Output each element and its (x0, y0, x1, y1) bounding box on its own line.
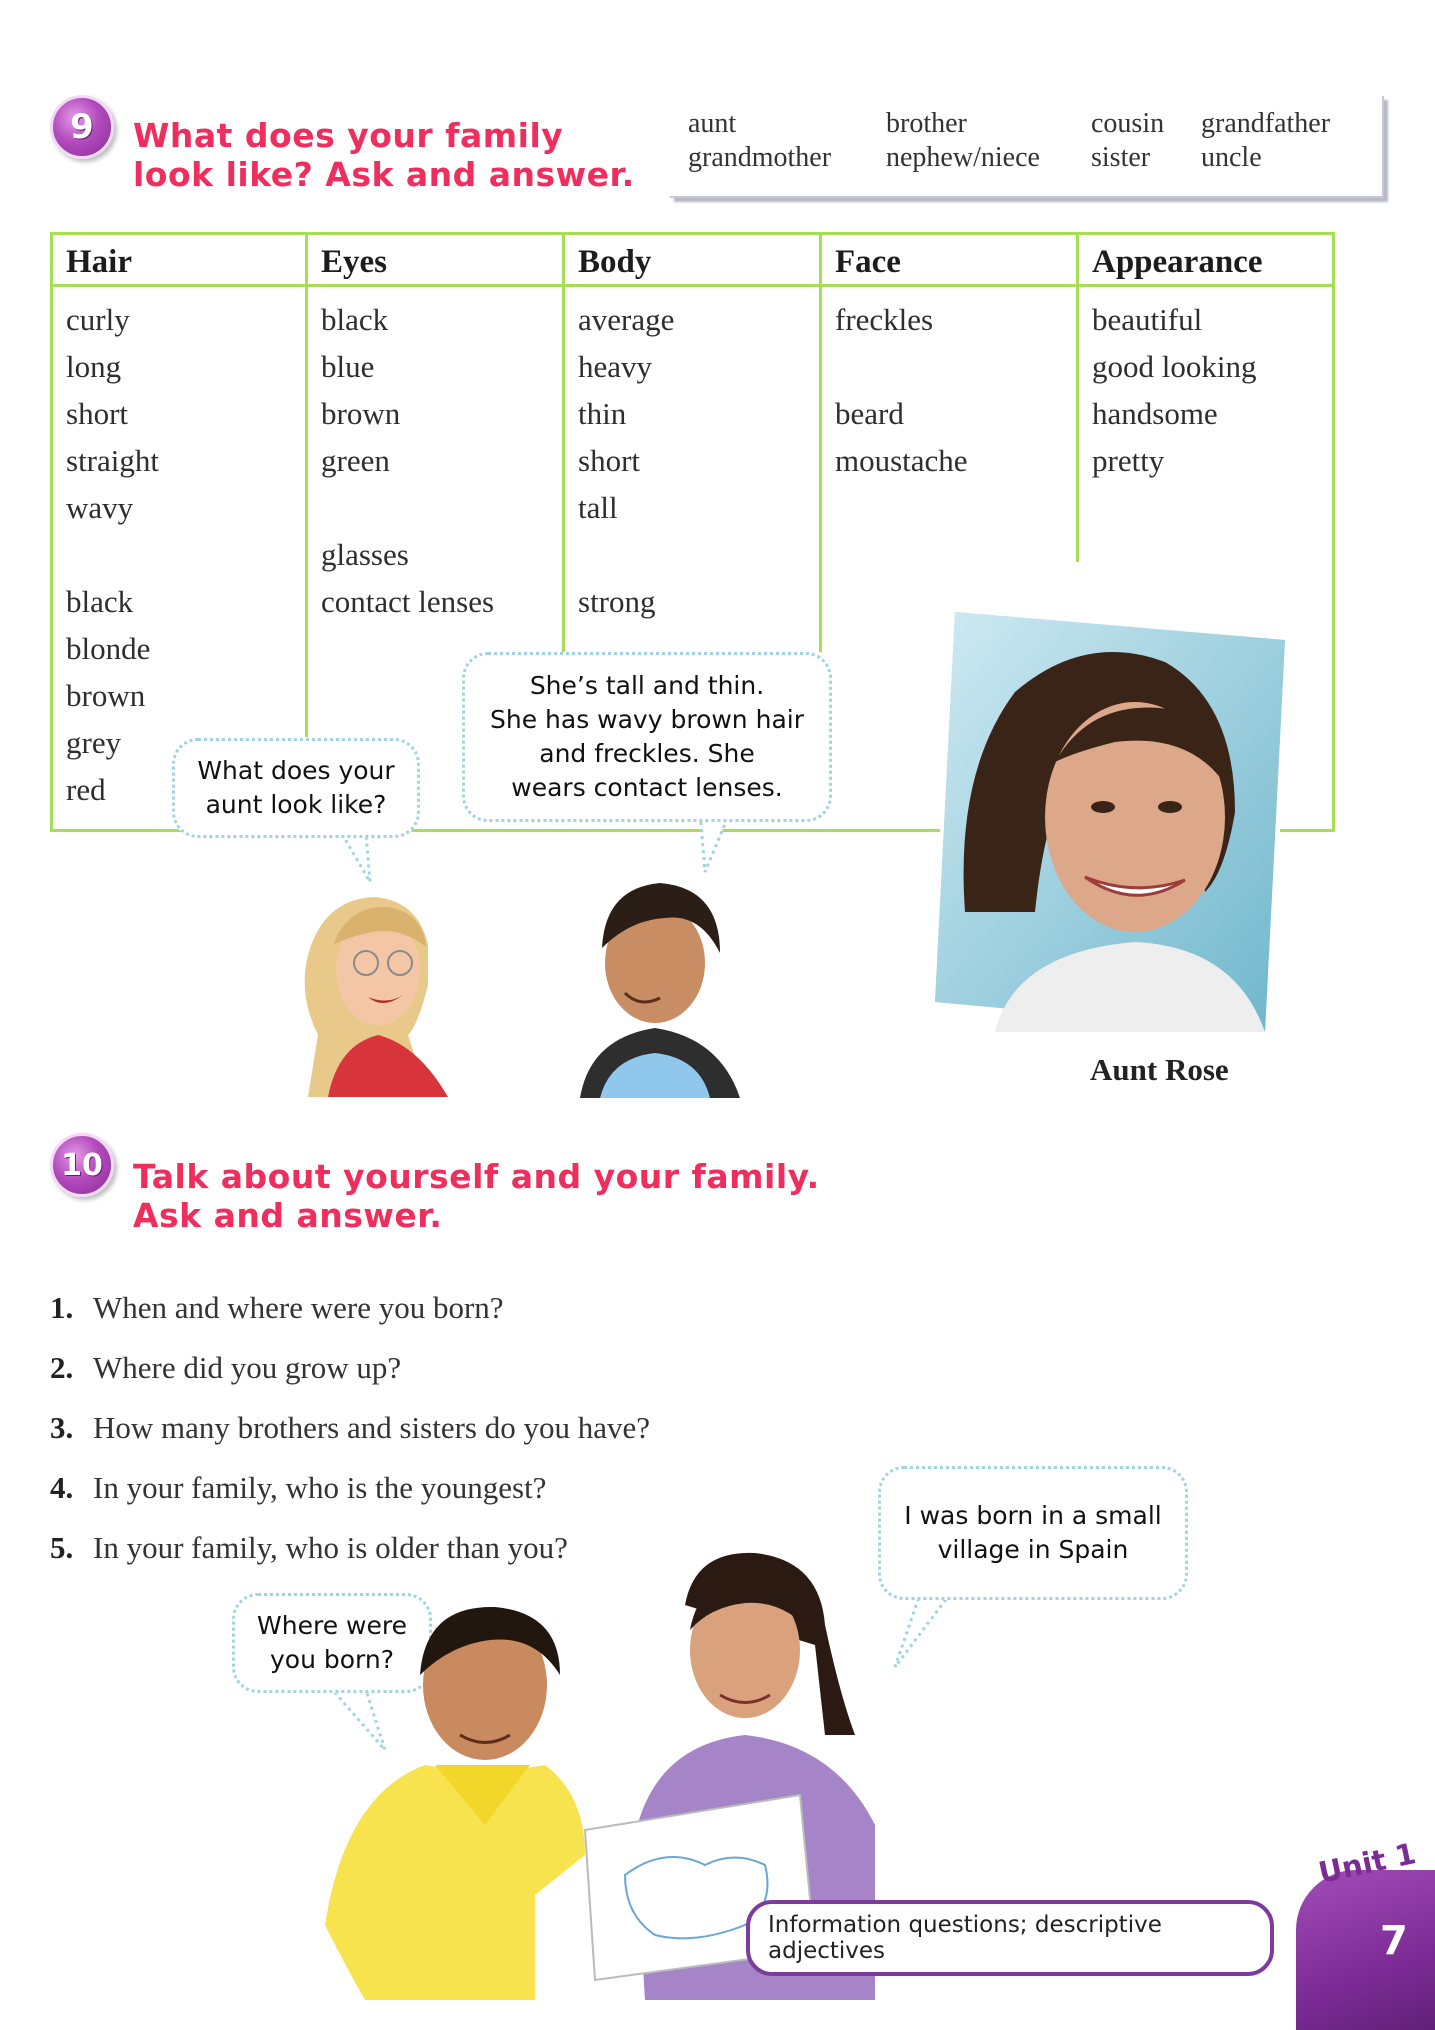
body-short: short (578, 443, 640, 478)
eyes-brown: brown (321, 396, 401, 431)
table-col-divider-4 (1076, 232, 1079, 562)
table-col-divider-3 (819, 232, 822, 652)
word-sister: sister (1091, 142, 1151, 173)
appearance-good-looking: good looking (1092, 349, 1257, 384)
header-appearance: Appearance (1092, 244, 1263, 280)
body-heavy: heavy (578, 349, 653, 384)
hair-blonde: blonde (66, 631, 151, 666)
appearance-handsome: handsome (1092, 396, 1218, 431)
bubble-girl-purple-line1: I was born in a small (904, 1501, 1162, 1530)
exercise-10-title-line2: Ask and answer. (133, 1196, 443, 1235)
word-aunt: aunt (688, 108, 737, 139)
question-1-text: When and where were you born? (93, 1290, 504, 1325)
hair-straight: straight (66, 443, 159, 478)
bubble-boy-yellow-line1: Where were (257, 1611, 407, 1640)
table-col-divider-2 (562, 232, 565, 652)
header-hair: Hair (66, 244, 132, 280)
speech-bubble-girl-purple (878, 1466, 1188, 1600)
unit-tab (1296, 1870, 1435, 2030)
header-body: Body (578, 244, 652, 280)
word-nephew-niece: nephew/niece (886, 142, 1040, 173)
exercise-9-number: 9 (70, 107, 94, 147)
aunt-rose-caption: Aunt Rose (1090, 1052, 1229, 1087)
question-4-number: 4. (50, 1470, 74, 1505)
appearance-pretty: pretty (1092, 443, 1165, 478)
eyes-contact-lenses: contact lenses (321, 584, 495, 619)
question-3-number: 3. (50, 1410, 74, 1445)
word-uncle: uncle (1201, 142, 1262, 173)
exercise-9-title (133, 116, 635, 194)
face-moustache: moustache (835, 443, 968, 478)
bubble-tail-girl-purple (890, 1592, 960, 1672)
grammar-note-text: Information questions; descriptive adjectives (768, 1912, 1162, 1964)
exercise-10-title-line1: Talk about yourself and your family. (133, 1157, 820, 1196)
hair-short: short (66, 396, 128, 431)
table-header-divider (50, 284, 1335, 287)
header-face: Face (835, 244, 901, 280)
hair-curly: curly (66, 302, 130, 337)
bubble-girl-line1: What does your (197, 756, 395, 785)
exercise-10-number: 10 (61, 1147, 103, 1183)
face-beard: beard (835, 396, 904, 431)
hair-long: long (66, 349, 122, 384)
question-4-text: In your family, who is the youngest? (93, 1470, 547, 1505)
hair-red: red (66, 772, 106, 807)
bubble-boy-line2: She has wavy brown hair (489, 705, 804, 734)
question-2-text: Where did you grow up? (93, 1350, 402, 1385)
question-3-text: How many brothers and sisters do you have? (93, 1410, 651, 1445)
girl-with-glasses-photo (278, 885, 458, 1097)
header-eyes: Eyes (321, 244, 387, 280)
eyes-blue: blue (321, 349, 375, 384)
table-top-border (50, 232, 1335, 235)
bubble-girl-purple-line2: village in Spain (937, 1535, 1129, 1564)
word-cousin: cousin (1091, 108, 1165, 139)
grammar-note-box (746, 1900, 1274, 1976)
bubble-boy-line4: wears contact lenses. (511, 773, 783, 802)
body-thin: thin (578, 396, 627, 431)
word-grandfather: grandfather (1201, 108, 1331, 139)
body-average: average (578, 302, 675, 337)
eyes-glasses: glasses (321, 537, 409, 572)
body-tall: tall (578, 490, 618, 525)
appearance-beautiful: beautiful (1092, 302, 1203, 337)
speech-bubble-boy (462, 652, 832, 822)
hair-brown: brown (66, 678, 146, 713)
boy-photo (570, 868, 745, 1098)
eyes-green: green (321, 443, 390, 478)
family-word-box (670, 96, 1384, 198)
word-brother: brother (886, 108, 967, 139)
hair-wavy: wavy (66, 490, 134, 525)
face-freckles: freckles (835, 302, 934, 337)
body-strong: strong (578, 584, 656, 619)
exercise-10-title (133, 1157, 820, 1235)
aunt-rose-photo (935, 612, 1290, 1032)
eyes-black: black (321, 302, 389, 337)
exercise-10-badge (50, 1133, 114, 1197)
page-number: 7 (1380, 1918, 1408, 1964)
exercise-9-title-line1: What does your family (133, 116, 564, 155)
question-5-text: In your family, who is older than you? (93, 1530, 568, 1565)
table-col-divider-1 (305, 232, 308, 737)
exercise-9-title-line2: look like? Ask and answer. (133, 155, 635, 194)
bubble-boy-line1: She’s tall and thin. (529, 671, 765, 700)
bubble-boy-line3: and freckles. She (539, 739, 755, 768)
bubble-girl-line2: aunt look like? (205, 790, 387, 819)
bubble-boy-yellow-line2: you born? (269, 1645, 394, 1674)
hair-black: black (66, 584, 134, 619)
question-5-number: 5. (50, 1530, 74, 1565)
table-left-border (50, 232, 53, 832)
boy-in-yellow-shirt-photo (285, 1595, 595, 2000)
table-right-border (1332, 232, 1335, 832)
hair-grey: grey (66, 725, 122, 760)
speech-bubble-girl (172, 738, 420, 838)
question-1-number: 1. (50, 1290, 74, 1325)
word-grandmother: grandmother (688, 142, 832, 173)
unit-label: Unit 1 (1315, 1836, 1419, 1890)
exercise-9-badge (50, 95, 114, 159)
question-2-number: 2. (50, 1350, 74, 1385)
